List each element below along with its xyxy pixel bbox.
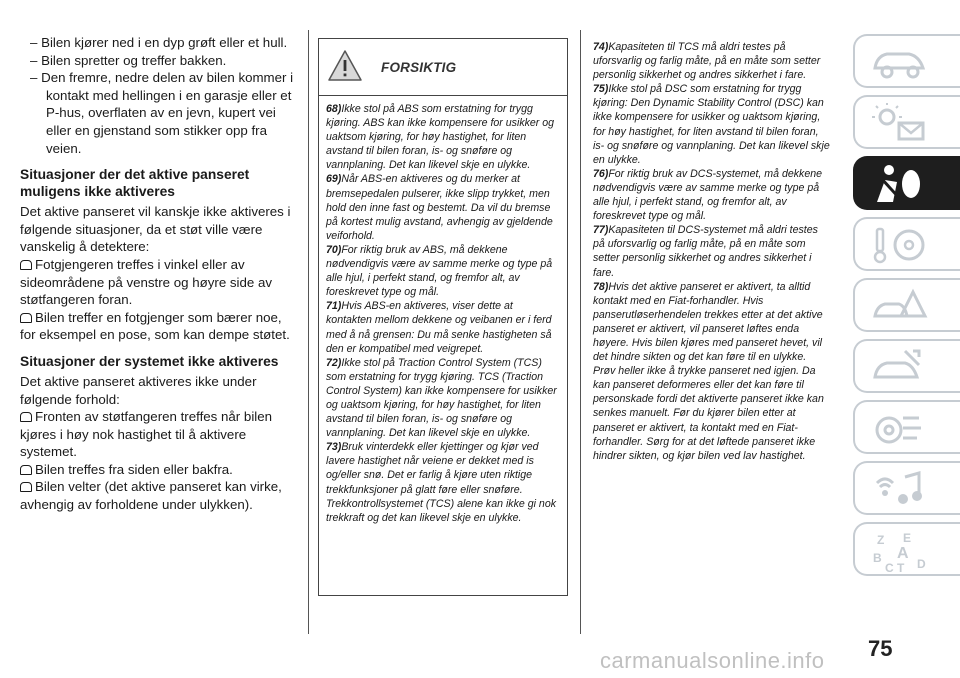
car-maintenance-icon xyxy=(869,347,929,387)
key-steering-wheel-icon xyxy=(869,225,929,265)
bullet-ditch: – Bilen kjører ned i en dyp grøft eller et hull. xyxy=(30,35,288,50)
note-76: 76)For riktig bruk av DCS-systemet, må dekkene nødvendigvis være av samme merke og type på alle hjul, i perfekt stand, og fremfor alt, av foreskrevet type og mål. xyxy=(593,167,823,223)
main-text-column xyxy=(20,34,298,514)
car-bullet-icon xyxy=(20,313,32,323)
tab-dashboard[interactable] xyxy=(853,34,960,88)
caution-notes xyxy=(319,96,567,525)
caution-title: FORSIKTIG xyxy=(381,60,457,75)
note-78: 78)Hvis det aktive panseret er aktivert, ta alltid kontakt med en Fiat-forhandler. Hvis panserutløserhendelen trekkes etter at det aktive panseret er aktivert, vil panseret løftes enda høyere. Hvis bilen kjøres med panseret hevet, vil det hindre sikten og det kan føre til en ulykke. Prøv heller ikke å trykke panseret ned igjen. Da kan panseret deformeres eller det kan føre til personskade fordi det aktiverte panseret ikke kan senkes manuelt. Før du kjører bilen etter at panseret er aktivert, ta kontakt med en Fiat-forhandler. Sørg for at det løftede panseret ikke hindrer sikten, og kjør bilen ved lav hastighet. xyxy=(593,280,824,462)
car-bullet-icon xyxy=(20,465,32,475)
svg-text:E: E xyxy=(903,531,912,545)
note-73: 73)Bruk vinterdekk eller kjettinger og kjør ved lavere hastighet når veiene er dekket med is og/eller snø. Det er farlig å kjøre uten riktige trekkfunksjoner på glatt føre eller snøføre. Trekkontrollsystemet (TCS) alene kan ikke gi nok trekkraft og det kan likevel skje en ulykke. xyxy=(326,441,557,524)
svg-text:T: T xyxy=(897,561,905,574)
caution-notes-continued xyxy=(593,40,831,463)
note-77: 77)Kapasiteten til DCS-systemet må aldri testes på uforsvarlig og farlig måte, på en måte som setter personlig sikkerhet og andres sikkerhet i fare. xyxy=(593,224,818,279)
svg-text:D: D xyxy=(917,557,926,571)
column-divider xyxy=(308,30,309,634)
svg-text:Z: Z xyxy=(877,533,885,547)
multimedia-icon xyxy=(869,469,929,509)
section-intro-not-activated: Det aktive panseret aktiveres ikke under følgende forhold: xyxy=(20,373,257,407)
list-item: Bilen treffer en fotgjenger som bærer noe, for eksempel en pose, som kan dempe støtet. xyxy=(20,309,290,343)
tab-technical-data[interactable] xyxy=(853,400,960,454)
chapter-tabs xyxy=(853,34,960,583)
list-item: Bilen velter (det aktive panseret kan virke, avhengig av forholdene under ulykken). xyxy=(20,479,282,513)
tab-safety[interactable] xyxy=(853,156,960,210)
bullet-front-contact: – Den fremre, nedre delen av bilen kommer i kontakt med hellingen i en garasje eller et P-hus, overflaten av en jevn, kupert vei eller en gjenstand som stikker opp fra veien. xyxy=(30,70,294,156)
column-divider xyxy=(580,30,581,634)
airbag-safety-icon xyxy=(867,162,927,206)
page-number: 75 xyxy=(868,636,893,661)
car-dashboard-icon xyxy=(869,42,929,82)
warning-triangle-icon xyxy=(327,49,363,83)
note-71: 71)Hvis ABS-en aktiveres, viser dette at kontakten mellom dekkene og veibanen er i ferd med å nå grensen: Du må senke hastigheten så den er kompatibel med veigrepet. xyxy=(326,300,552,355)
list-item: Bilen treffes fra siden eller bakfra. xyxy=(20,461,298,479)
bullet-bounce: – Bilen spretter og treffer bakken. xyxy=(30,52,227,68)
note-70: 70)For riktig bruk av ABS, må dekkene nødvendigvis være av samme merke og type på alle hjul, i perfekt stand, og fremfor alt, av foreskrevet type og mål. xyxy=(326,243,553,299)
alphabetical-index-icon xyxy=(869,530,939,574)
caution-box xyxy=(318,38,568,596)
note-72: 72)Ikke stol på Traction Control System (TCS) som erstatning for trygg kjøring. TCS (Traction Control System) kan ikke kompensere for usikker og uaktsom kjøring, for høy hastighet, for liten avstand til bilen foran, is- og snøføre og vannplaning. Det kan likevel skje en ulykke. xyxy=(326,356,557,440)
tab-multimedia[interactable] xyxy=(853,461,960,515)
car-bullet-icon xyxy=(20,482,32,492)
car-breakdown-icon xyxy=(869,286,929,326)
warning-lights-icon xyxy=(869,103,929,143)
section-heading-may-not-activate: Situasjoner der det aktive panseret muligens ikke aktiveres xyxy=(20,167,250,200)
list-item: Fotgjengeren treffes i vinkel eller av sideområdene på venstre og høyre side av støtfangeren foran. xyxy=(20,256,273,308)
note-69: 69)Når ABS-en aktiveres og du merker at bremsepedalen pulserer, ikke slipp trykket, men hold den inne fast og bestemt. Da vil du bremse på kortest mulig avstand, avhengig av gjeldende veiforhold. xyxy=(326,173,553,242)
tab-warning-lights[interactable] xyxy=(853,95,960,149)
tab-starting-driving[interactable] xyxy=(853,217,960,271)
caution-header xyxy=(319,39,567,96)
watermark: carmanualsonline.info xyxy=(600,648,825,673)
tab-emergency[interactable] xyxy=(853,278,960,332)
note-68: 68)Ikke stol på ABS som erstatning for trygg kjøring. ABS kan ikke kompensere for usikker og uaktsom kjøring, for høy hastighet, for liten avstand til bilen foran, is- og snøføre og vannplaning. Det kan likevel skje en ulykke. xyxy=(326,103,555,172)
note-75: 75)Ikke stol på DSC som erstatning for trygg kjøring: Den Dynamic Stability Control (DSC) kan ikke kompensere for usikker og uaktsom kjøring, for høy hastighet, for liten avstand til bilen foran, is- og snøføre og vannplaning. Det kan likevel skje en ulykke. xyxy=(593,83,830,166)
svg-text:B: B xyxy=(873,551,882,565)
car-bullet-icon xyxy=(20,260,32,270)
section-intro-may-not-activate: Det aktive panseret vil kanskje ikke aktiveres i følgende situasjoner, da et støt ville være vanskelig å detektere: xyxy=(20,204,291,255)
tab-index[interactable] xyxy=(853,522,960,576)
section-heading-not-activated: Situasjoner der systemet ikke aktiveres xyxy=(20,353,279,369)
svg-text:C: C xyxy=(885,561,894,574)
technical-data-icon xyxy=(869,408,929,448)
note-74: 74)Kapasiteten til TCS må aldri testes på uforsvarlig og farlig måte, på en måte som setter personlig sikkerhet og andres sikkerhet i fare. xyxy=(593,41,821,82)
car-bullet-icon xyxy=(20,412,32,422)
svg-text:A: A xyxy=(897,545,909,562)
list-item: Fronten av støtfangeren treffes når bilen kjøres i høy nok hastighet til å aktivere systemet. xyxy=(20,409,273,460)
tab-maintenance[interactable] xyxy=(853,339,960,393)
